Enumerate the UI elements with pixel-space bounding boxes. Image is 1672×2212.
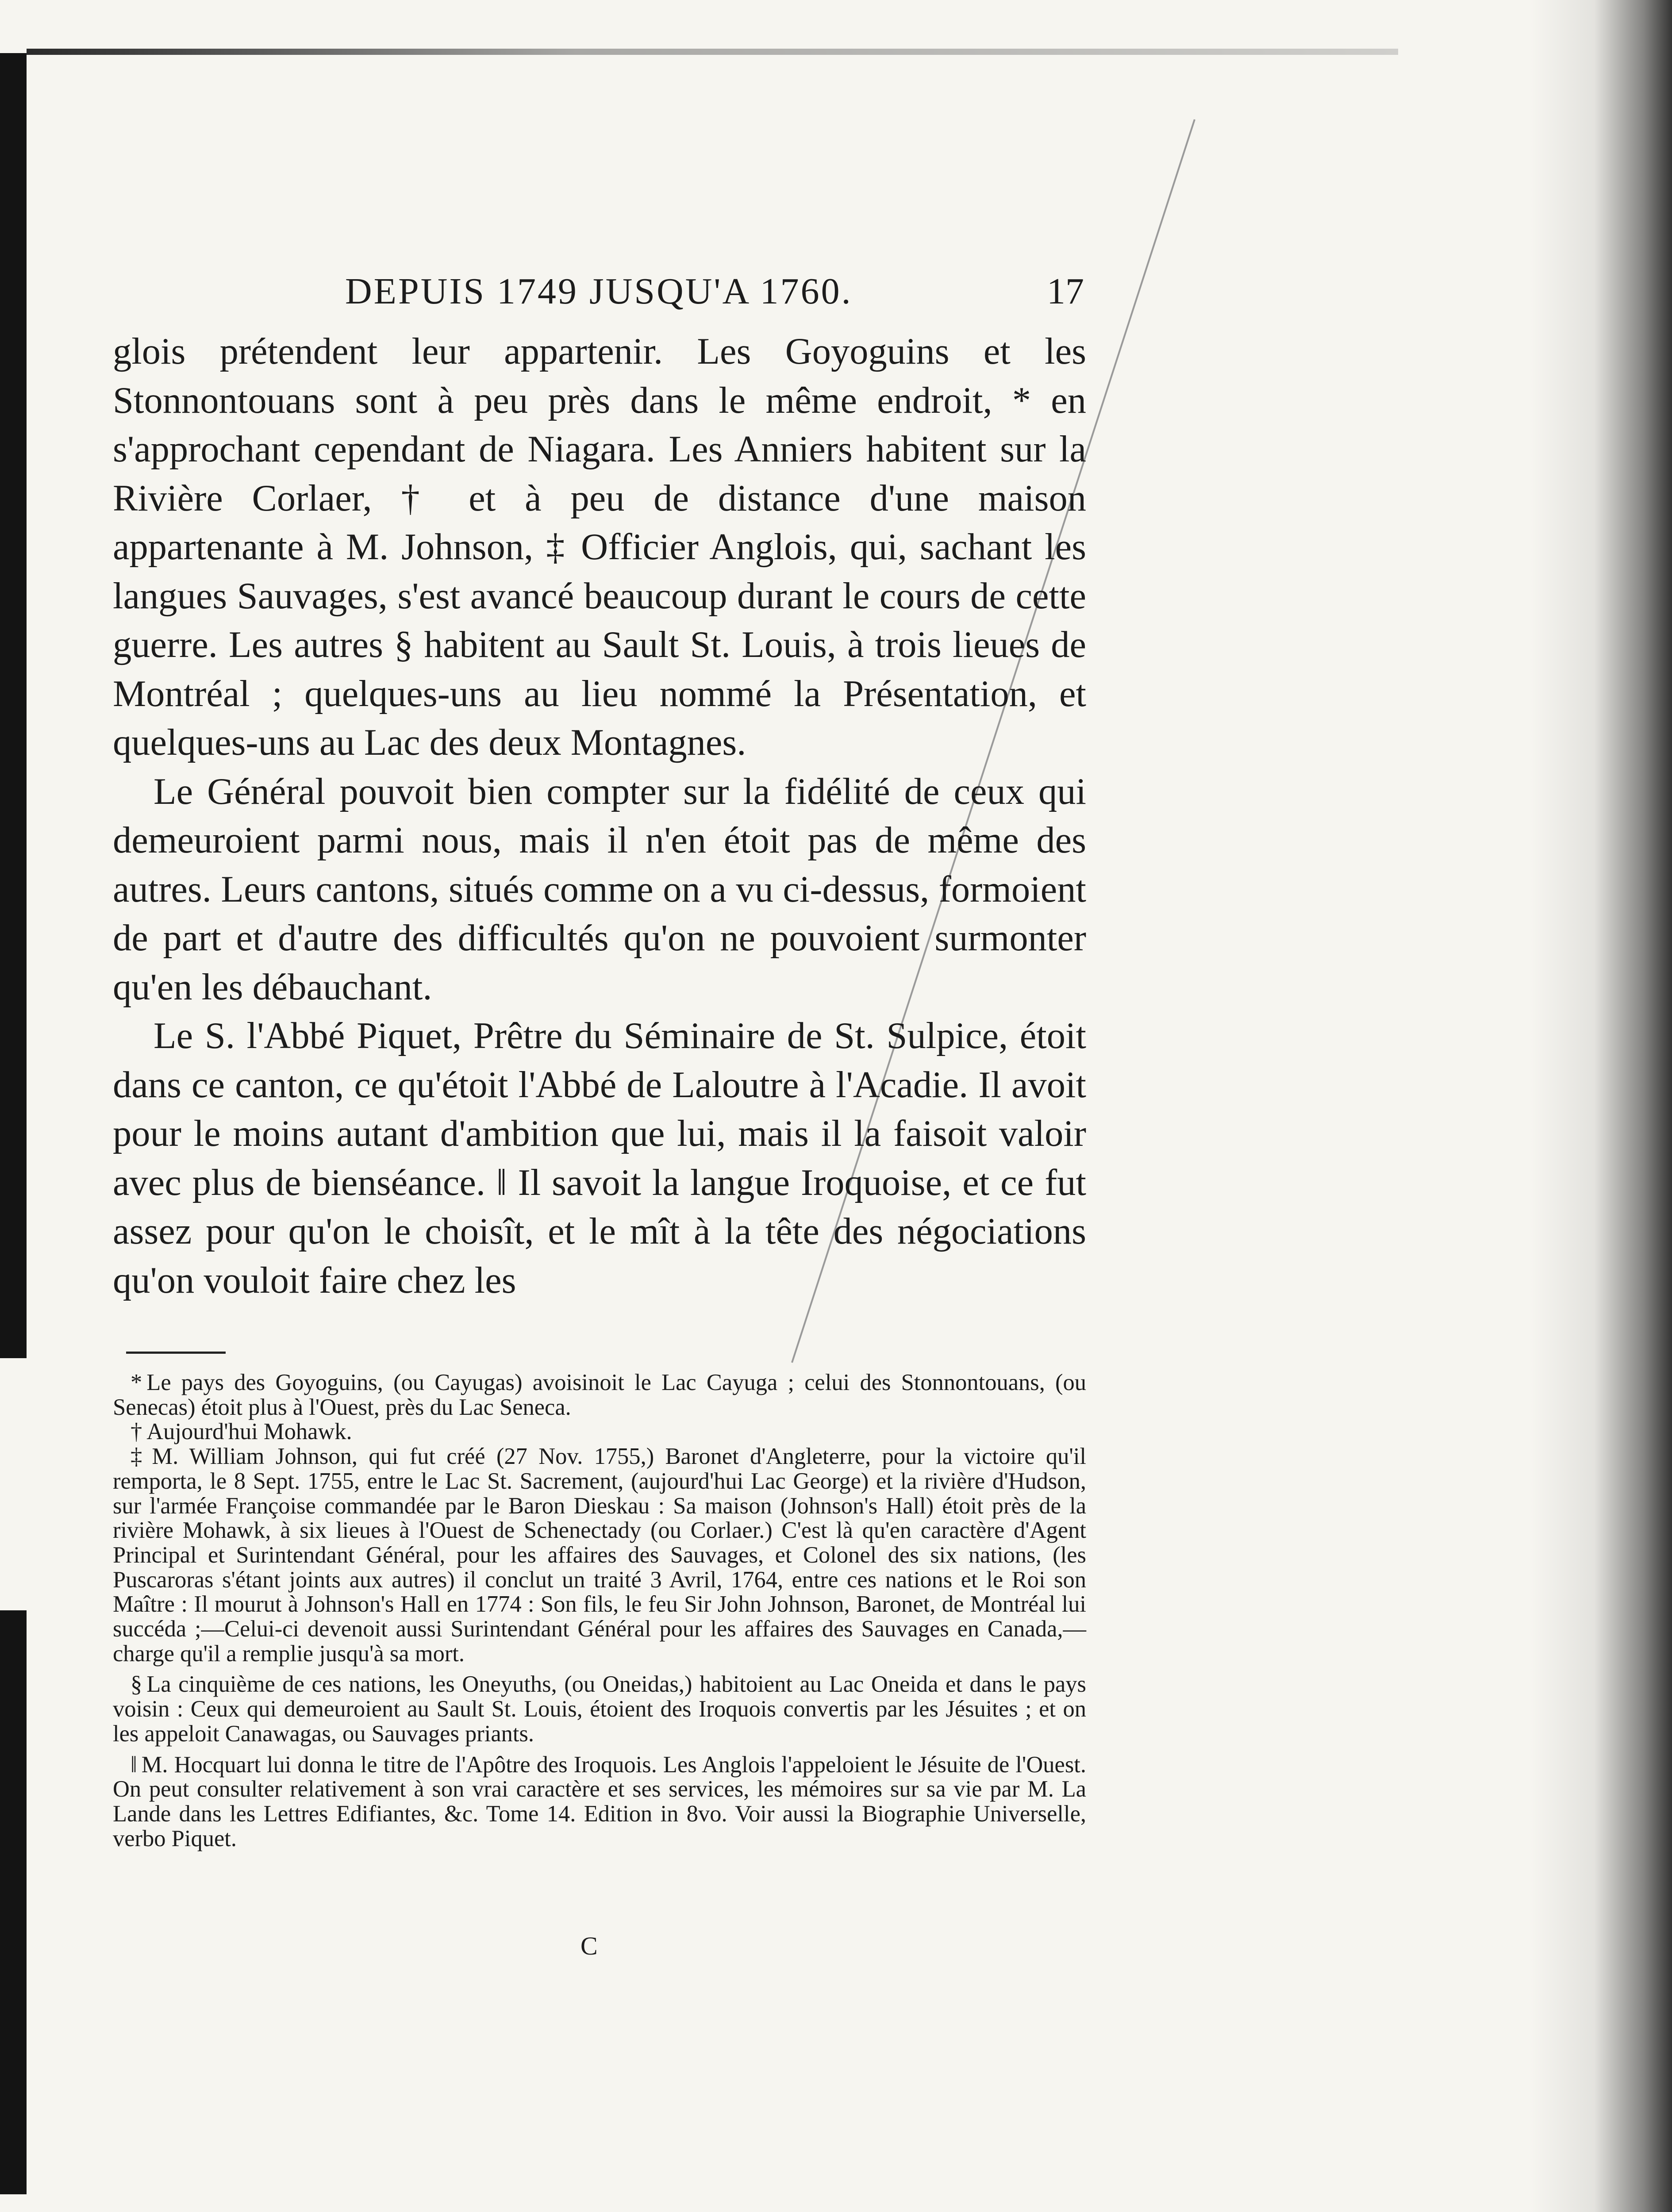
footnote-rule	[126, 1352, 226, 1354]
running-header	[111, 270, 1084, 323]
footnote	[113, 1444, 1086, 1666]
footnote	[113, 1672, 1086, 1746]
running-title: DEPUIS 1749 JUSQU'A 1760.	[345, 271, 853, 312]
signature-mark: C	[580, 1932, 598, 1960]
footnote-text: La cinquième de ces nations, les Oneyuths, (ou Oneidas,) habitoient au Lac Oneida et dans le pays voisin : Ceux qui demeuroient au Sault St. Louis, étoient des Iroquois convertis par les Jésuites ; et on les appeloit Canawagas, ou Sauvages priants.	[113, 1671, 1086, 1747]
footnote	[113, 1371, 1086, 1420]
paragraph: glois prétendent leur appartenir. Les Goyoguins et les Stonnontouans sont à peu près dans le même endroit, * en s'approchant cependant de Niagara. Les Anniers habitent sur la Rivière Corlaer, † et à peu de distance d'une maison appartenante à M. Johnson, ‡ Officier Anglois, qui, sachant les langues Sauvages, s'est avancé beaucoup durant le cours de cette guerre. Les autres § habitent au Sault St. Louis, à trois lieues de Montréal ; quelques-uns au lieu nommé la Présentation, et quelques-uns au Lac des deux Montagnes.	[113, 331, 1086, 763]
footnote-text: Le pays des Goyoguins, (ou Cayugas) avoisinoit le Lac Cayuga ; celui des Stonnontouans, (ou Senecas) étoit plus à l'Ouest, près du Lac Seneca.	[113, 1370, 1086, 1420]
footnote-mark: ‡	[131, 1444, 148, 1470]
footnote-mark: *	[131, 1370, 142, 1395]
footnote-mark: †	[131, 1419, 142, 1445]
footnote-text: M. William Johnson, qui fut créé (27 Nov. 1755,) Baronet d'Angleterre, pour la victoire qu'il remporta, le 8 Sept. 1755, entre le Lac St. Sacrement, (aujourd'hui Lac George) et la rivière d'Hudson, sur l'armée Françoise commandée par le Baron Dieskau : Sa maison (Johnson's Hall) étoit près de la rivière Mohawk, à six lieues à l'Ouest de Schenectady (ou Corlaer.) C'est là qu'en caractère d'Agent Principal et Surintendant Général, pour les affaires des Sauvages, et Colonel des six nations, (les Puscaroras s'étant joints aux autres) il conclut un traité 3 Avril, 1764, entre ces nations et le Roi son Maître : Il mourut à Johnson's Hall en 1774 : Son fils, le feu Sir John Johnson, Baronet, de Montréal lui succéda ;—Celui-ci devenoit aussi Surintendant Général pour les affaires des Sauvages en Canada,—charge qu'il a remplie jusqu'à sa mort.	[113, 1444, 1087, 1667]
footnotes	[113, 1371, 1086, 1851]
footnote	[113, 1753, 1086, 1851]
paragraph: Le S. l'Abbé Piquet, Prêtre du Séminaire de St. Sulpice, étoit dans ce canton, ce qu'étoit l'Abbé de Laloutre à l'Acadie. Il avoit pour le moins autant d'ambition que lui, mais il la faisoit valoir avec plus de bienséance. ‖ Il savoit la langue Iroquoise, et ce fut assez pour qu'on le choisît, et le mît à la tête des négociations qu'on vouloit faire chez les	[113, 1015, 1086, 1301]
footnote-text: Aujourd'hui Mohawk.	[146, 1419, 352, 1445]
footnote-mark: §	[131, 1671, 142, 1697]
footnote	[113, 1420, 1086, 1444]
footnote-text: M. Hocquart lui donna le titre de l'Apôtre des Iroquois. Les Anglois l'appeloient le Jésuite de l'Ouest. On peut consulter relativement à son vrai caractère et ses services, les mémoires sur sa vie par M. La Lande dans les Lettres Edifiantes, &c. Tome 14. Edition in 8vo. Voir aussi la Biographie Universelle, verbo Piquet.	[113, 1751, 1086, 1851]
body-text	[113, 327, 1086, 1305]
page-number: 17	[1047, 271, 1084, 312]
paragraph: Le Général pouvoit bien compter sur la fidélité de ceux qui demeuroient parmi nous, mais il n'en étoit pas de même des autres. Leurs cantons, situés comme on a vu ci-dessus, formoient de part et d'autre des difficultés qu'on ne pouvoient surmonter qu'en les débauchant.	[113, 771, 1086, 1008]
footnote-mark: ‖	[131, 1751, 137, 1778]
